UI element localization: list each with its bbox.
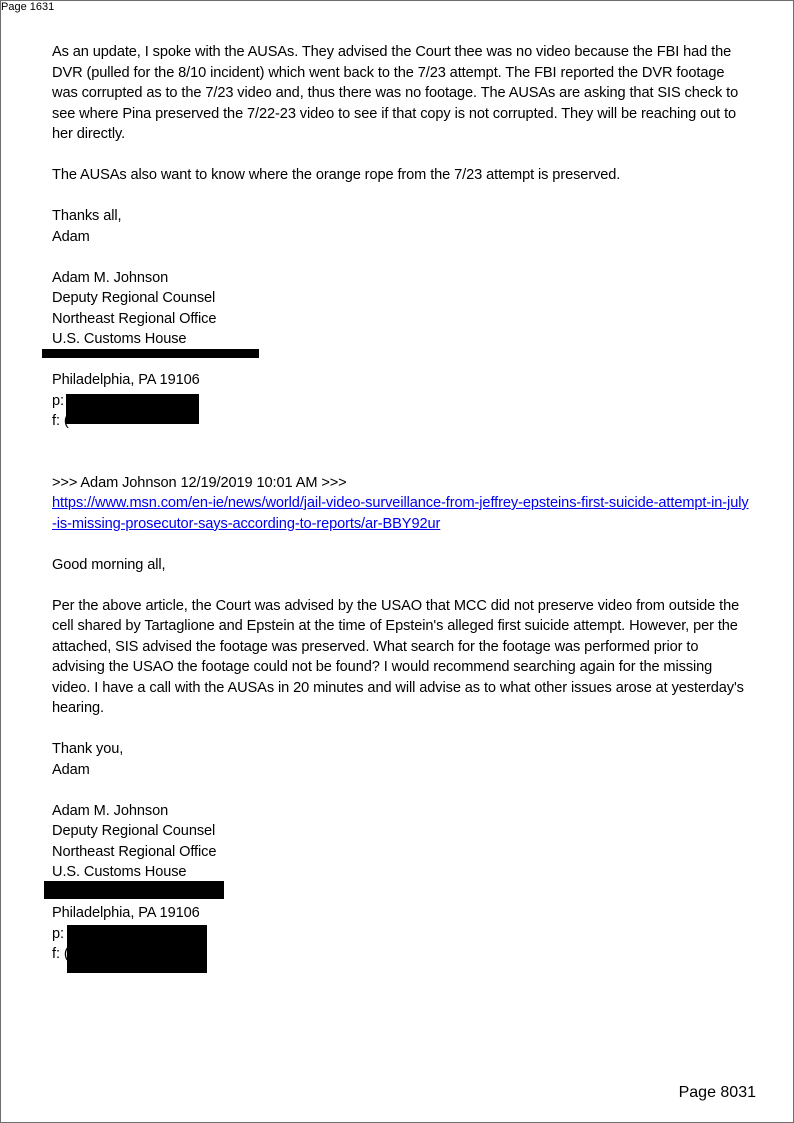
signature-block-1 bbox=[52, 268, 752, 432]
signature-block-2 bbox=[52, 801, 752, 965]
rope-paragraph: The AUSAs also want to know where the orange rope from the 7/23 attempt is preserved. bbox=[52, 167, 621, 183]
signature-name: Adam M. Johnson bbox=[52, 269, 169, 286]
signature-fax: f: ( bbox=[52, 946, 69, 962]
redaction-box bbox=[44, 881, 224, 899]
signature-office: Northeast Regional Office bbox=[52, 843, 217, 860]
email-body bbox=[52, 42, 752, 965]
signature-city: Philadelphia, PA 19106 bbox=[52, 372, 200, 388]
signature-title: Deputy Regional Counsel bbox=[52, 290, 216, 306]
main-paragraph: Per the above article, the Court was advised by the USAO that MCC did not preserve video from outside the cell shared by Tartaglione and Epstein at the time of Epstein's alleged first suicide attempt. However, per the attached, SIS advised the footage was preserved. What search for the footage was performed prior to advising the USAO the footage could not be found? I would recommend searching again for the missing video. I have a call with the AUSAs in 20 minutes and will advise as to what other issues arose at yesterday's hearing. bbox=[52, 597, 744, 716]
signature-street-redacted bbox=[52, 883, 752, 904]
redaction-box bbox=[42, 349, 259, 358]
signature-office: Northeast Regional Office bbox=[52, 310, 217, 327]
closing-thanks: Thank you, bbox=[52, 741, 124, 757]
article-link[interactable]: https://www.msn.com/en-ie/news/world/jail-video-surveillance-from-jeffrey-epsteins-first-suicide-attempt-in-july-is-missing-prosecutor-says-according-to-reports/ar-BBY92ur bbox=[52, 495, 749, 532]
signature-title: Deputy Regional Counsel bbox=[52, 823, 216, 839]
signature-fax: f: ( bbox=[52, 413, 69, 429]
signature-phone: p: bbox=[52, 391, 752, 412]
signature-building: U.S. Customs House bbox=[52, 864, 187, 880]
signature-phone: p: bbox=[52, 924, 752, 945]
greeting: Good morning all, bbox=[52, 556, 166, 573]
closing-name: Adam bbox=[52, 761, 90, 778]
closing-name: Adam bbox=[52, 228, 90, 245]
signature-city: Philadelphia, PA 19106 bbox=[52, 905, 200, 921]
page-header-number: Page 1631 bbox=[1, 1, 55, 13]
signature-street-redacted bbox=[52, 350, 752, 371]
signature-name: Adam M. Johnson bbox=[52, 802, 169, 819]
signature-building: U.S. Customs House bbox=[52, 331, 187, 347]
forward-header: >>> Adam Johnson 12/19/2019 10:01 AM >>> bbox=[52, 474, 347, 491]
update-paragraph: As an update, I spoke with the AUSAs. They advised the Court thee was no video because the FBI had the DVR (pulled for the 8/10 incident) which went back to the 7/23 attempt. The FBI reported the DVR footage was corrupted as to the 7/23 video and, thus there was no footage. The AUSAs are asking that SIS check to see where Pina preserved the 7/22-23 video to see if that copy is not corrupted. They will be reaching out to her directly. bbox=[52, 44, 739, 142]
closing-thanks: Thanks all, bbox=[52, 208, 122, 224]
page-footer-number: Page 8031 bbox=[678, 1084, 756, 1101]
